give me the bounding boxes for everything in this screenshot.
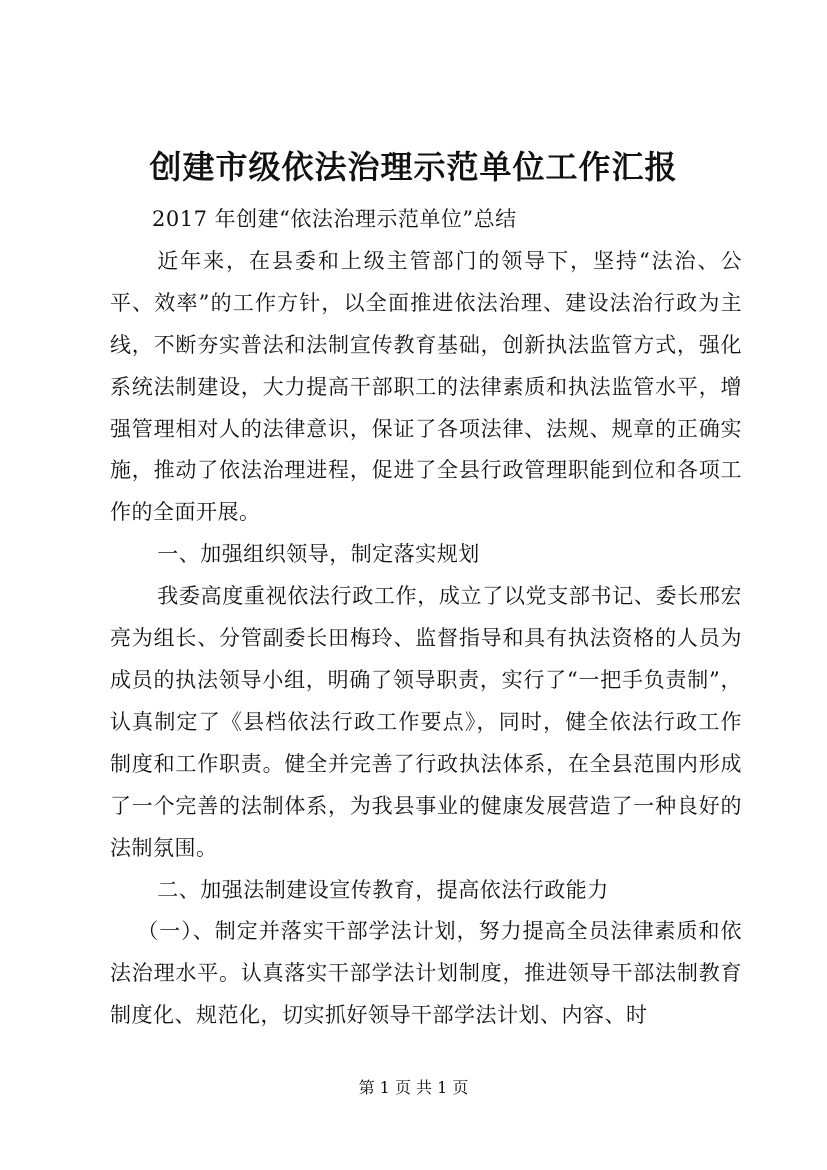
document-body	[110, 199, 742, 1037]
section-1-paragraph: 我委高度重视依法行政工作，成立了以党支部书记、委长邢宏亮为组长、分管副委长田梅玲、监督指导和具有执法资格的人员为成员的执法领导小组，明确了领导职责，实行了“一把手负责制”，认真制定了《县档依法行政工作要点》，同时，健全依法行政工作制度和工作职责。健全并完善了行政执法体系，在全县范围内形成了一个完善的法制体系，为我县事业的健康发展营造了一种良好的法制氛围。	[110, 584, 742, 860]
section-heading-1: 一、加强组织领导，制定落实规划	[157, 542, 480, 567]
page-footer: 第 1 页 共 1 页	[358, 1078, 469, 1097]
document-title: 创建市级依法治理示范单位工作汇报	[149, 148, 678, 186]
section-2-item-1-paragraph: （一）、制定并落实干部学法计划，努力提高全员法律素质和依法治理水平。认真落实干部学法计划制度，推进领导干部法制教育制度化、规范化，切实抓好领导干部学法计划、内容、时	[110, 919, 742, 1028]
intro-paragraph: 近年来，在县委和上级主管部门的领导下，坚持“法治、公平、效率”的工作方针，以全面推进依法治理、建设法治行政为主线，不断夯实普法和法制宣传教育基础，创新执法监管方式，强化系统法制建设，大力提高干部职工的法律素质和执法监管水平，增强管理相对人的法律意识，保证了各项法律、法规、规章的正确实施，推动了依法治理进程，促进了全县行政管理职能到位和各项工作的全面开展。	[110, 248, 742, 525]
section-heading-2: 二、加强法制建设宣传教育，提高依法行政能力	[157, 877, 609, 902]
document-subtitle: 2017 年创建“依法治理示范单位”总结	[152, 207, 517, 231]
